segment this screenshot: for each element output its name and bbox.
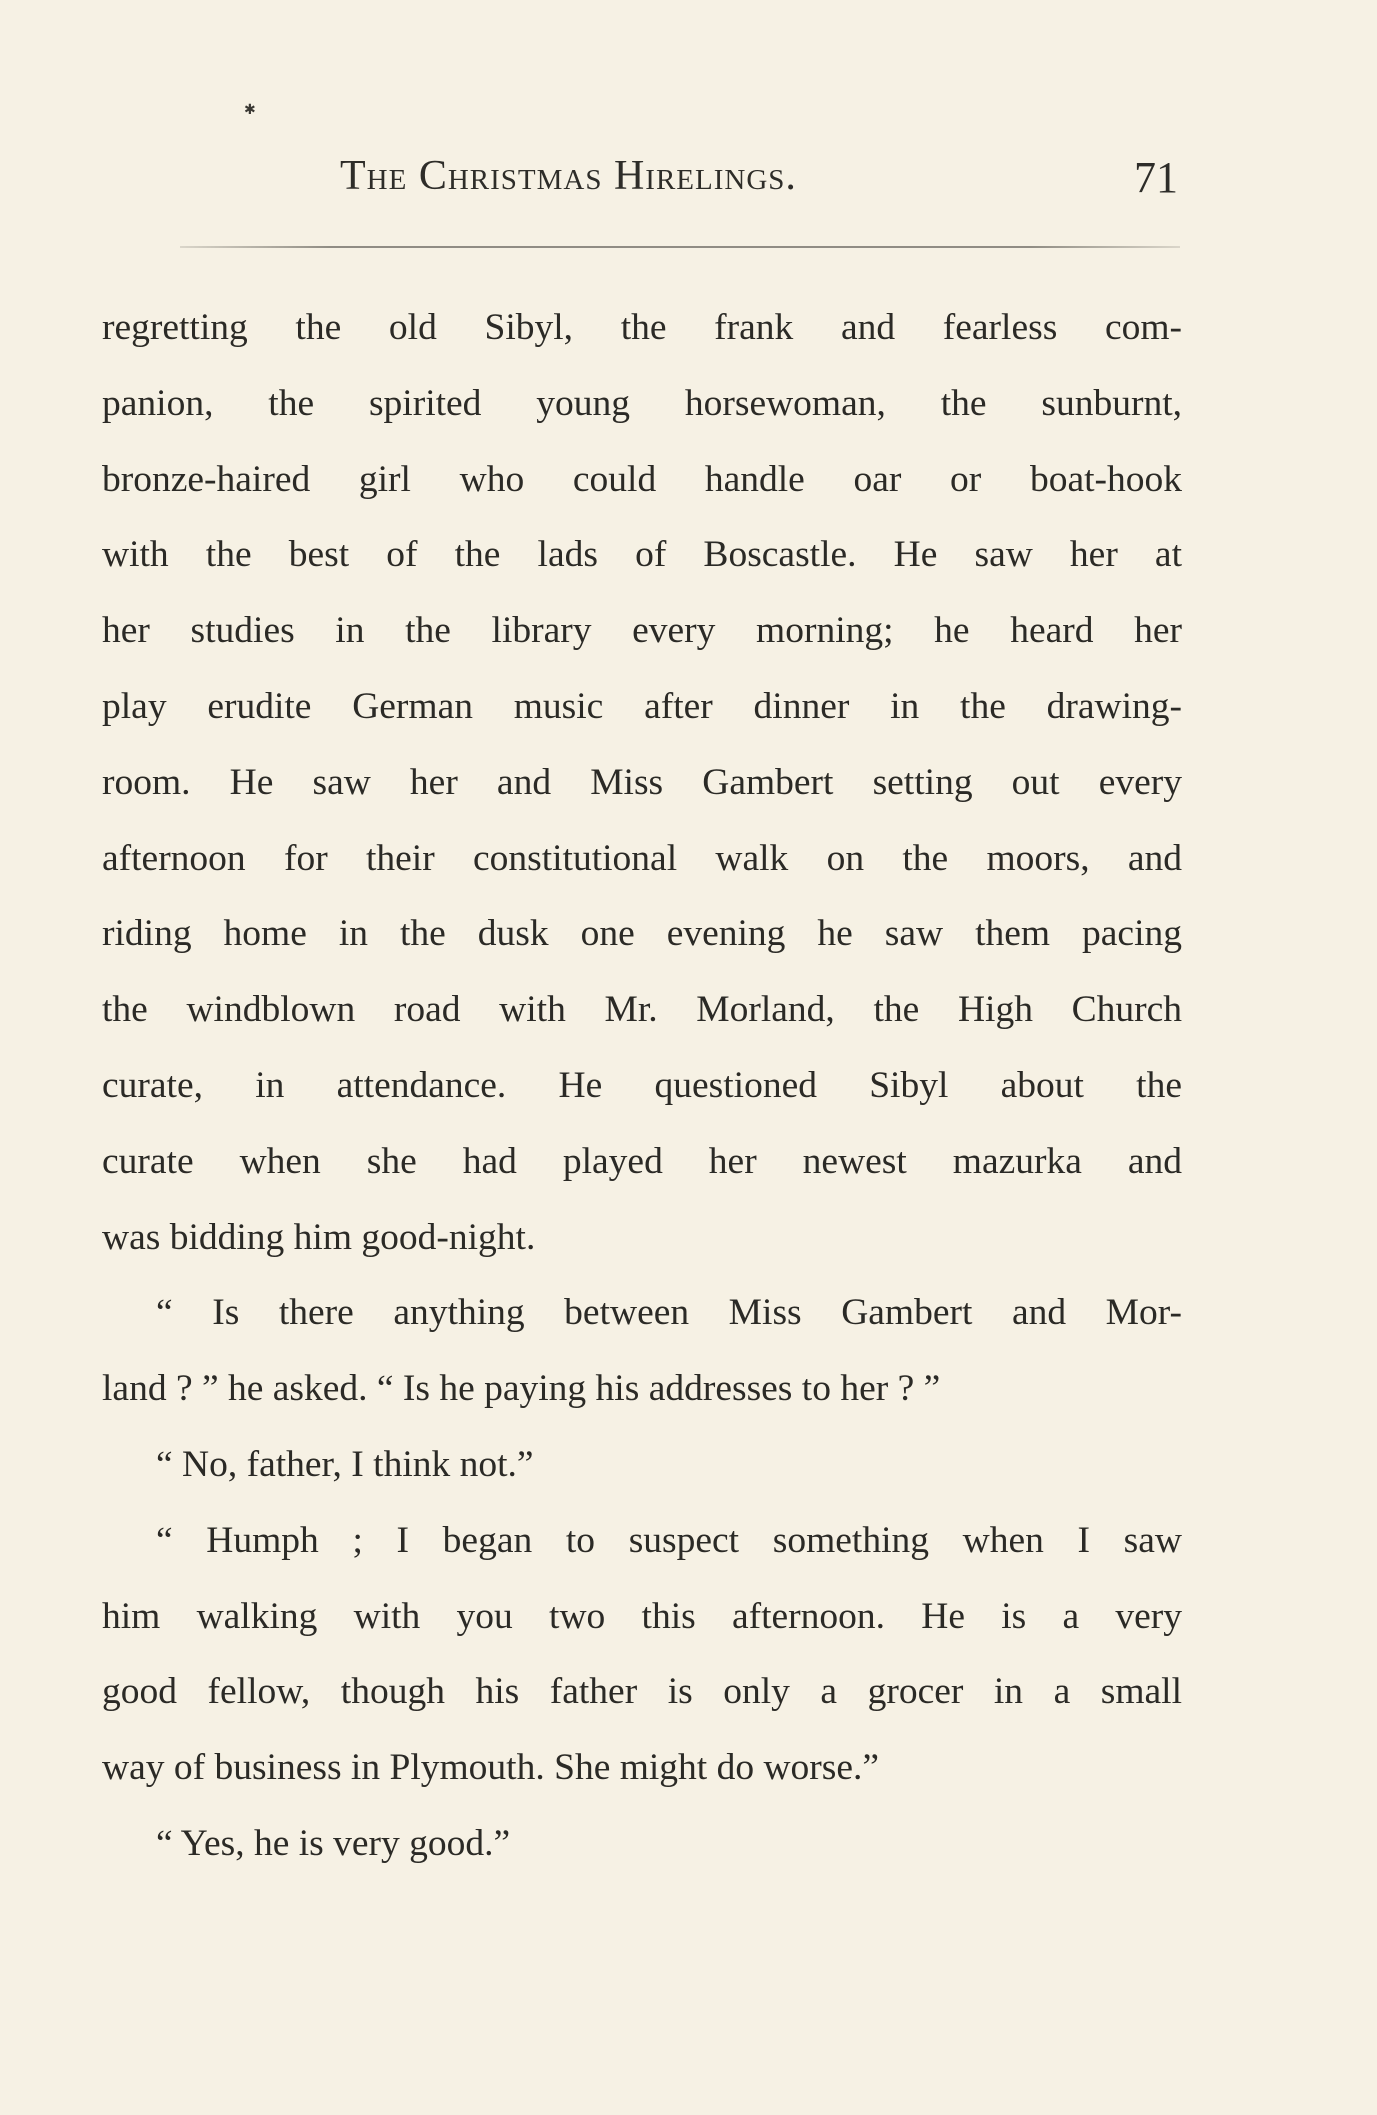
text-line: him walking with you two this afternoon. He is a very (102, 1595, 1182, 1637)
text-line: riding home in the dusk one evening he saw them pacing (102, 913, 1182, 955)
ink-speck: ✱ (244, 102, 256, 118)
text-line: her studies in the library every morning; he heard her (102, 610, 1182, 652)
running-title: The Christmas Hirelings. (340, 153, 797, 199)
text-line: curate, in attendance. He questioned Sibyl about the (102, 1064, 1182, 1106)
text-line: “ Humph ; I began to suspect something when I saw (156, 1519, 1182, 1561)
text-line: “ No, father, I think not.” (156, 1443, 534, 1485)
text-line: bronze-haired girl who could handle oar or boat-hook (102, 458, 1182, 500)
text-line: with the best of the lads of Boscastle. He saw her at (102, 534, 1182, 576)
text-line: good fellow, though his father is only a grocer in a small (102, 1671, 1182, 1713)
text-line: room. He saw her and Miss Gambert setting out every (102, 761, 1182, 803)
text-line: panion, the spirited young horsewoman, the sunburnt, (102, 382, 1182, 424)
text-line: “ Is there anything between Miss Gambert and Mor- (156, 1292, 1182, 1334)
text-line: land ? ” he asked. “ Is he paying his addresses to her ? ” (102, 1368, 941, 1410)
header-rule (180, 246, 1180, 248)
text-line: “ Yes, he is very good.” (156, 1822, 511, 1864)
text-line: way of business in Plymouth. She might do worse.” (102, 1747, 880, 1789)
text-line: the windblown road with Mr. Morland, the High Church (102, 989, 1182, 1031)
text-line: afternoon for their constitutional walk on the moors, and (102, 837, 1182, 879)
page-header (340, 152, 1178, 212)
page-number: 71 (1134, 153, 1178, 202)
text-line: regretting the old Sibyl, the frank and fearless com- (102, 307, 1182, 348)
text-line: was bidding him good-night. (102, 1216, 536, 1258)
text-line: play erudite German music after dinner in the drawing- (102, 685, 1182, 727)
text-line: curate when she had played her newest mazurka and (102, 1140, 1182, 1182)
body-text (102, 290, 1182, 1882)
